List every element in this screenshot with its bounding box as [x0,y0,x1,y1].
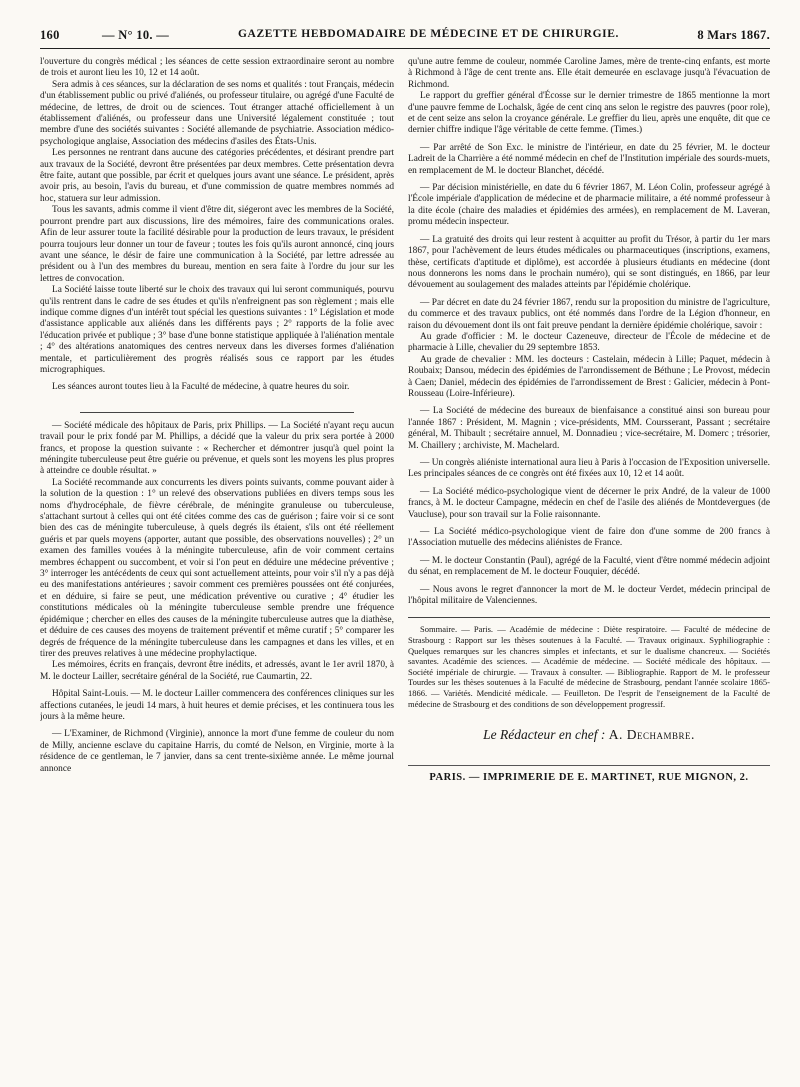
paragraph: Au grade d'officier : M. le docteur Cazeneuve, directeur de l'École de médecine et de pharmacie à Lille, chevalier du 29 septembre 1853. [408,331,770,354]
paragraph: — Par décision ministérielle, en date du 6 février 1867, M. Léon Colin, professeur agrégé à l'École impériale d'application de médecine et de pharmacie militaire, a été nommé professeur à la dite école (chaire des maladies et épidémies des armées), en remplacement de M. Laveran, promu médecin inspecteur. [408,183,770,228]
page-number: 160 [40,28,60,42]
paragraph: — M. le docteur Constantin (Paul), agrégé de la Faculté, vient d'être nommé médecin adjoint du sénat, en remplacement de M. le docteur Fouquier, décédé. [408,555,770,578]
sommaire-divider [408,617,770,618]
paragraph: — Nous avons le regret d'annoncer la mort de M. le docteur Verdet, médecin principal de l'hôpital militaire de Valenciennes. [408,584,770,607]
text-columns [40,57,770,1067]
journal-title: GAZETTE HEBDOMADAIRE DE MÉDECINE ET DE CHIRURGIE. [238,28,619,40]
paragraph: — Par arrêté de Son Exc. le ministre de l'intérieur, en date du 25 février, M. le docteur Ladreit de la Charrière a été nommé médecin en chef de l'Institution impériale des sourds-muets, en remplacement de M. le docteur Blanchet, décédé. [408,142,770,176]
paragraph: — L'Examiner, de Richmond (Virginie), annonce la mort d'une femme de couleur du nom de Milly, ancienne esclave du capitaine Harris, du comté de Nelson, en Virginie, morte à la résidence de ce gentleman, le 7 janvier, dans sa cent trente-sixième année. Le même journal annonce [40,729,394,774]
printer-line: PARIS. — IMPRIMERIE DE E. MARTINET, RUE MIGNON, 2. [408,765,770,783]
paragraph: — Société médicale des hôpitaux de Paris, prix Phillips. — La Société n'ayant reçu aucun travail pour le prix fondé par M. Phillips, a décidé que la valeur du prix sera portée à 2000 francs, et propose la question suivante : « Rechercher et démontrer jusqu'à quel point la méningite tuberculeuse peut être guérie ou prévenue, et quels sont les moyens les plus propres à atteindre ce double résultat. » [40,420,394,477]
editor-label: Le Rédacteur en chef : [483,727,606,743]
editor-signature [408,727,770,743]
paragraph: Le rapport du greffier général d'Écosse sur le dernier trimestre de 1865 mentionne la mort d'une pauvre femme de Lochalsk, âgée de cent cinq ans selon le registre des pauvres (poor role), et de cent seize ans selon la croyance générale. Le greffier du lieu, après une enquête, dit que ce dernier chiffre indique l'âge véritable de cette femme. (Times.) [408,91,770,136]
right-column [408,57,770,1067]
paragraph: — Par décret en date du 24 février 1867, rendu sur la proposition du ministre de l'agriculture, du commerce et des travaux publics, ont été nommés dans l'ordre de la Légion d'honneur, en raison du dévouement dont ils ont fait preuve pendant la dernière épidémie cholérique, savoir : [408,297,770,331]
issue-date: 8 Mars 1867. [697,28,770,42]
paragraph: — La Société de médecine des bureaux de bienfaisance a constitué ainsi son bureau pour l'année 1867 : Président, M. Magnin ; vice-présidents, MM. Coursserant, Passant ; secrétaire général, M. Thibault ; secrétaire annuel, M. Donnadieu ; vice-secrétaire, M. Domerc ; trésorier, M. Chaillery ; archiviste, M. Machelard. [408,406,770,451]
paragraph: Sera admis à ces séances, sur la déclaration de ses noms et qualités : tout Français, médecin d'un établissement public ou privé d'aliénés, ou professeur titulaire, ou agrégé d'une Faculté de médecine, de lettres, de droit ou de sciences. Tout étranger attaché officiellement à un établissement d'aliénés, ou professeur dans une Université légalement constituée ; tout membre d'une des sociétés suivantes : Société allemande de psychiatrie. Association médico-psychologique anglaise, Association des médecins d'asiles des États-Unis. [40,79,394,147]
paragraph: Les séances auront toutes lieu à la Faculté de médecine, à quatre heures du soir. [52,382,350,393]
paragraph: — La Société médico-psychologique vient de faire don d'une somme de 200 francs à l'Association mutuelle des médecins aliénistes de France. [408,527,770,549]
paragraph: — La gratuité des droits qui leur restent à acquitter au profit du Trésor, à partir du 1er mars 1867, pour l'achèvement de leurs études médicales ou pharmaceutiques (inscriptions, examens, thèse, certificats d'aptitude et diplôme), est accordée à plusieurs étudiants en médecine (dont nous donnerons les noms dans le prochain numéro), qui se sont distingués, en 1866, par leur dévouement au soulagement des malades atteints par l'épidémie cholérique. [408,234,770,291]
paragraph: l'ouverture du congrès médical ; les séances de cette session extraordinaire seront au nombre de trois et auront lieu les 10, 12 et 14 août. [40,57,394,79]
editor-name: A. Dechambre. [608,727,695,743]
paragraph: La Société recommande aux concurrents les divers points suivants, comme pouvant aider à la solution de la question : 1° un relevé des observations publiées en divers temps sous les noms d'hydrocéphale, de fièvre cérébrale, de méningite granuleuse ou tuberculeuse, s'attachant surtout à celles qui ont été citées comme des cas de guérison ; faire voir si ce sont bien des cas de méningite tuberculeuse, à quels degrés ils étaient, s'ils ont été réellement guéris et par quels moyens (apporter, autant que possible, des observations nouvelles) ; 2° un examen des familles vouées à la méningite tuberculeuse, afin de voir comment certains membres échappent ou succombent, et voir si l'on peut en déduire une médecine préventive ; 3° interroger les antécédents de ceux qui sont actuellement atteints, pour voir s'il n'y a pas déjà eu des manifestations antérieures ; savoir comment ces premières poussées ont été conjurées, et en déduire, si faire se peut, une médication préventive ou curative ; 4° étudier les constitutions médicales où la méningite tuberculeuse semble prendre une fréquence épidémique ; chercher en elles des causes de la méningite tuberculeuse autres que la diathèse, et déduire de ces causes des moyens de traitement préventif et même curatif ; 5° comparer les degrés de fréquence de la méningite tuberculeuse dans les campagnes et dans les villes, et en tirer des preuves relatives à une médecine prophylactique. [40,477,394,659]
paragraph: Tous les savants, admis comme il vient d'être dit, siégeront avec les membres de la Société, pourront prendre part aux discussions, lire des mémoires, faire des communications orales. Afin de leur assurer toute la facilité désirable pour la production de leurs travaux, le président pourra toujours leur donner un tour de faveur ; toutes les fois qu'ils auront annoncé, cinq jours avant une séance, le désir de faire une communication à la Société, par lettre adressée au président ou à l'un des membres du bureau, mention en sera faite à l'ordre du jour sur les lettres de convocation. [40,205,394,284]
issue-number: — N° 10. — [102,28,170,42]
paragraph: — Un congrès aliéniste international aura lieu à Paris à l'occasion de l'Exposition universelle. Les principales séances de ce congrès ont été fixées aux 10, 12 et 14 août. [408,458,770,480]
running-header [40,26,770,49]
paragraph: qu'une autre femme de couleur, nommée Caroline James, mère de trente-cinq enfants, est morte à Richmond à l'âge de cent trente ans. Elle était demeurée en esclavage jusqu'à l'évacuation de Richmond. [408,57,770,90]
paragraph: — La Société médico-psychologique vient de décerner le prix André, de la valeur de 1000 francs, à M. le docteur Campagne, médecin en chef de l'asile des aliénés de Montdevergues (de Vaucluse), pour son travail sur la Folie raisonnante. [408,486,770,520]
paragraph: Hôpital Saint-Louis. — M. le docteur Lailler commencera des conférences cliniques sur les affections cutanées, le jeudi 14 mars, à huit heures et demie précises, et les continuera tous les jours à la même heure. [40,689,394,722]
paragraph: Au grade de chevalier : MM. les docteurs : Castelain, médecin à Lille; Paquet, médecin à Roubaix; Dansou, médecin des épidémies de l'arrondissement de Béthune ; Le Provost, médecin à Caen; Daniel, médecin des épidémies de l'arrondissement de Brest : Galicier, médecin à Pont-Rousseau (Loire-Inférieure). [408,354,770,399]
section-divider [80,412,354,413]
paragraph: La Société laisse toute liberté sur le choix des travaux qui lui seront communiqués, pourvu qu'ils rentrent dans le cadre de ses études et qu'ils n'enfreignent pas son règlement ; mais elle indique comme dignes d'un intérêt tout spécial les questions suivantes : 1° Législation et mode d'assistance applicable aux aliénés dans les différents pays ; 2° rapports de la folie avec l'éducation privée et publique ; 3° base d'une bonne statistique appliquée à l'aliénation mentale ; 4° des altérations anatomiques des centres nerveux dans les diverses formes d'aliénation mentale, et particulièrement des progrès réalisés sous ce rapport par les études micrographiques. [40,285,394,375]
sommaire: Sommaire. — Paris. — Académie de médecine : Diète respiratoire. — Faculté de médecine de Strasbourg : Rapport sur les thèses soutenues à la Faculté. — Travaux originaux. Syphiliographie : Quelques remarques sur les chancres simples et infectants, et sur le dualisme chancreux. — Sociétés savantes. Académie des sciences. — Académie de médecine. — Société médicale des hôpitaux. — Société impériale de chirurgie. — Travaux à consulter. — Bibliographie. Rapport de M. le professeur Tourdes sur les thèses soutenues à la Faculté de médecine de Strasbourg, pendant l'année scolaire 1865-1866. — Variétés. Mendicité médicale. — Feuilleton. De l'esprit de l'enseignement de la Faculté de médecine de Strasbourg et des conditions de son développement progressif. [408,624,770,709]
paragraph: Les mémoires, écrits en français, devront être inédits, et adressés, avant le 1er avril 1870, à M. le docteur Lailler, secrétaire général de la Société, rue Caumartin, 22. [40,660,394,682]
left-column [40,57,394,1067]
paragraph: Les personnes ne rentrant dans aucune des catégories précédentes, et désirant prendre part aux travaux de la Société, devront être présentées par deux membres. Cette présentation devra être faite, autant que possible, par écrit et quelques jours avant une séance. Le président, après avoir pris, au besoin, l'avis du bureau, et d'une commission de quatre membres nommés ad hoc, statuera sur leur admission. [40,148,394,204]
